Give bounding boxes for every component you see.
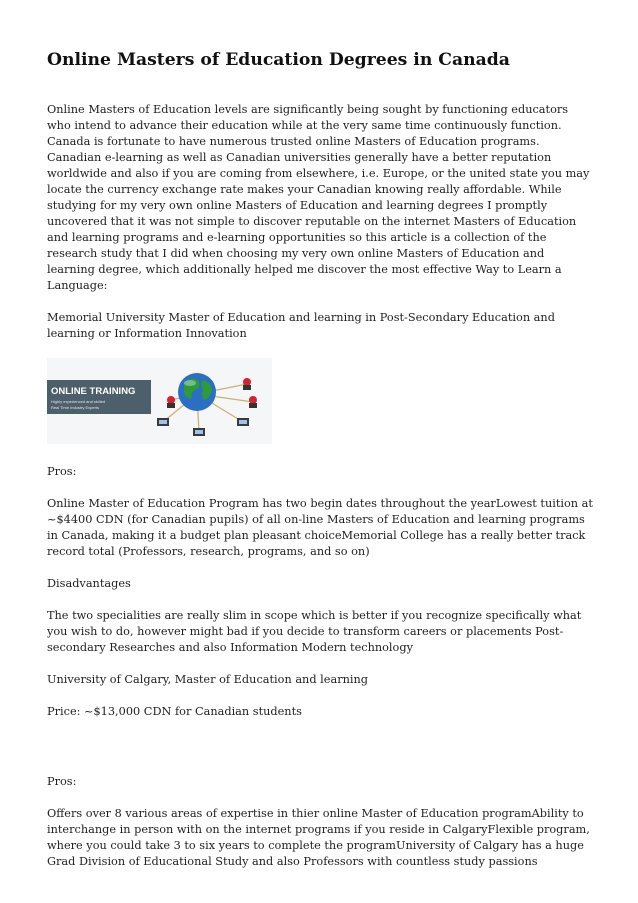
- document-title: Online Masters of Education Degrees in Canada: [47, 50, 510, 70]
- globe-icon: [178, 373, 216, 411]
- online-training-illustration: [47, 358, 272, 444]
- intro-paragraph: Online Masters of Education levels are significantly being sought by functioning educators who intend to advance their education while at the very same time continuously function. Canada is fortunate to have numerous trusted online Masters of Education programs. Canadian e-learning as well as Canadian universities generally have a better reputation worldwide and also if you are coming from elsewhere, i.e. Europe, or the united state you may locate the currency exchange rate makes your Canadian knowing really affordable. While studying for my very own online Masters of Education and learning degrees I promptly uncovered that it was not simple to discover reputable on the internet Masters of Education and learning programs and e-learning opportunities so this article is a collection of the research study that I did when choosing my very own online Masters of Education and learning degree, which additionally helped me discover the most effective Way to Learn a Language:: [47, 103, 590, 292]
- calgary-heading: University of Calgary, Master of Education and learning: [47, 673, 368, 686]
- node-person-icon: [167, 396, 175, 408]
- node-computer-icon: [237, 418, 249, 426]
- banner-subtitle-2: Real Time Industry Experts: [51, 405, 100, 410]
- memorial-cons-paragraph: The two specialities are really slim in scope which is better if you recognize specifically what you wish to do, however might bad if you decide to transform careers or placements Post-secondary Researches and also Information Modern technology: [47, 609, 582, 654]
- blank-spacer: [47, 736, 595, 774]
- node-computer-icon: [157, 418, 169, 426]
- disadvantages-label: Disadvantages: [47, 577, 131, 590]
- banner-subtitle-1: Highly experienced and skilled: [51, 399, 106, 404]
- node-person-icon: [243, 378, 251, 390]
- memorial-heading: Memorial University Master of Education and learning in Post-Secondary Education and learning or Information Innovation: [47, 311, 555, 340]
- pros-label: Pros:: [47, 775, 77, 788]
- calgary-pros-paragraph: Offers over 8 various areas of expertise in thier online Master of Education programAbility to interchange in person with on the internet programs if you reside in CalgaryFlexible program, where you could take 3 to six years to complete the programUniversity of Calgary has a huge Grad Division of Educational Study and also Professors with countless study passions: [47, 807, 590, 868]
- calgary-price: Price: ~$13,000 CDN for Canadian students: [47, 705, 302, 718]
- memorial-pros-paragraph: Online Master of Education Program has two begin dates throughout the yearLowest tuition at ~$4400 CDN (for Canadian pupils) of all on-line Masters of Education and learning programs in Canada, making it a budget plan pleasant choiceMemorial College has a really better track record total (Professors, research, programs, and so on): [47, 497, 593, 558]
- pros-label: Pros:: [47, 465, 77, 478]
- node-computer-icon: [193, 428, 205, 436]
- node-person-icon: [249, 396, 257, 408]
- document-page: [47, 48, 595, 886]
- banner-title: ONLINE TRAINING: [51, 386, 136, 397]
